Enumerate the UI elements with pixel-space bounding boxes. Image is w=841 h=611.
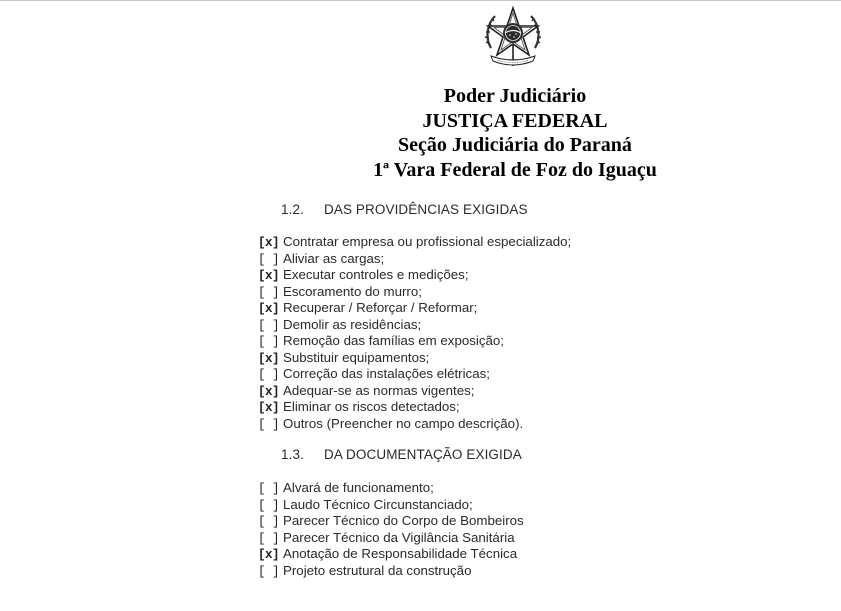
coat-of-arms-seal-icon (479, 4, 547, 72)
list-item (258, 416, 571, 433)
checkbox-mark: [ ] (258, 285, 280, 300)
item-text: Recuperar / Reforçar / Reformar; (283, 300, 478, 315)
item-text: Contratar empresa ou profissional especializado; (283, 234, 572, 249)
header-vara-federal: 1ª Vara Federal de Foz do Iguaçu (373, 158, 657, 181)
checkbox-mark: [ ] (258, 515, 280, 529)
item-text: Alvará de funcionamento; (283, 480, 434, 495)
list-item (258, 317, 571, 334)
item-text: Outros (Preencher no campo descrição). (283, 415, 524, 431)
checkbox-mark: [x] (258, 236, 280, 250)
item-text: Laudo Técnico Circunstanciado; (283, 496, 473, 512)
item-text: Projeto estrutural da construção (283, 562, 472, 578)
list-item (258, 530, 524, 547)
section-heading: DAS PROVIDÊNCIAS EXIGIDAS (324, 202, 528, 217)
checkbox-mark: [ ] (258, 335, 280, 349)
item-text: Parecer Técnico do Corpo de Bombeiros (283, 513, 524, 528)
checkbox-mark: [x] (258, 351, 280, 366)
list-item (258, 267, 571, 284)
top-divider (0, 0, 841, 1)
checkbox-mark: [x] (258, 401, 280, 415)
list-item (258, 546, 524, 563)
item-text: Correção das instalações elétricas; (283, 366, 490, 381)
checkbox-mark: [ ] (258, 368, 280, 382)
list-item (258, 399, 571, 416)
providencias-checklist (258, 234, 571, 432)
list-item (258, 234, 571, 251)
checkbox-mark: [ ] (258, 252, 280, 267)
section-number: 1.3. (281, 447, 304, 462)
list-item (258, 563, 524, 580)
item-text: Escoramento do murro; (283, 283, 422, 299)
list-item (258, 300, 571, 317)
checkbox-mark: [ ] (258, 482, 280, 496)
checkbox-mark: [x] (258, 384, 280, 399)
item-text: Parecer Técnico da Vigilância Sanitária (283, 529, 515, 545)
section-title-providencias (281, 202, 528, 217)
section-heading: DA DOCUMENTAÇÃO EXIGIDA (324, 447, 522, 462)
section-number: 1.2. (281, 202, 304, 217)
item-text: Adequar-se as normas vigentes; (283, 382, 475, 398)
list-item (258, 284, 571, 301)
documentacao-checklist (258, 480, 524, 579)
list-item (258, 513, 524, 530)
item-text: Aliviar as cargas; (283, 250, 385, 266)
checkbox-mark: [x] (258, 548, 280, 562)
list-item (258, 480, 524, 497)
court-header (0, 84, 841, 182)
item-text: Demolir as residências; (283, 316, 422, 332)
checkbox-mark: [ ] (258, 417, 280, 432)
item-text: Remoção das famílias em exposição; (283, 333, 504, 348)
checkbox-mark: [ ] (258, 531, 280, 546)
list-item (258, 251, 571, 268)
item-text: Eliminar os riscos detectados; (283, 399, 460, 414)
item-text: Executar controles e medições; (283, 267, 469, 282)
checkbox-mark: [ ] (258, 564, 280, 579)
item-text: Anotação de Responsabilidade Técnica (283, 546, 518, 561)
list-item (258, 333, 571, 350)
header-secao-judiciaria: Seção Judiciária do Paraná (398, 134, 632, 156)
item-text: Substituir equipamentos; (283, 349, 430, 365)
checkbox-mark: [x] (258, 302, 280, 316)
checkbox-mark: [ ] (258, 318, 280, 333)
header-poder-judiciario: Poder Judiciário (443, 85, 587, 107)
checkbox-mark: [x] (258, 269, 280, 283)
section-title-documentacao (281, 447, 522, 462)
list-item (258, 497, 524, 514)
list-item (258, 350, 571, 367)
list-item (258, 366, 571, 383)
checkbox-mark: [ ] (258, 498, 280, 513)
header-justica-federal: JUSTIÇA FEDERAL (422, 109, 608, 132)
list-item (258, 383, 571, 400)
